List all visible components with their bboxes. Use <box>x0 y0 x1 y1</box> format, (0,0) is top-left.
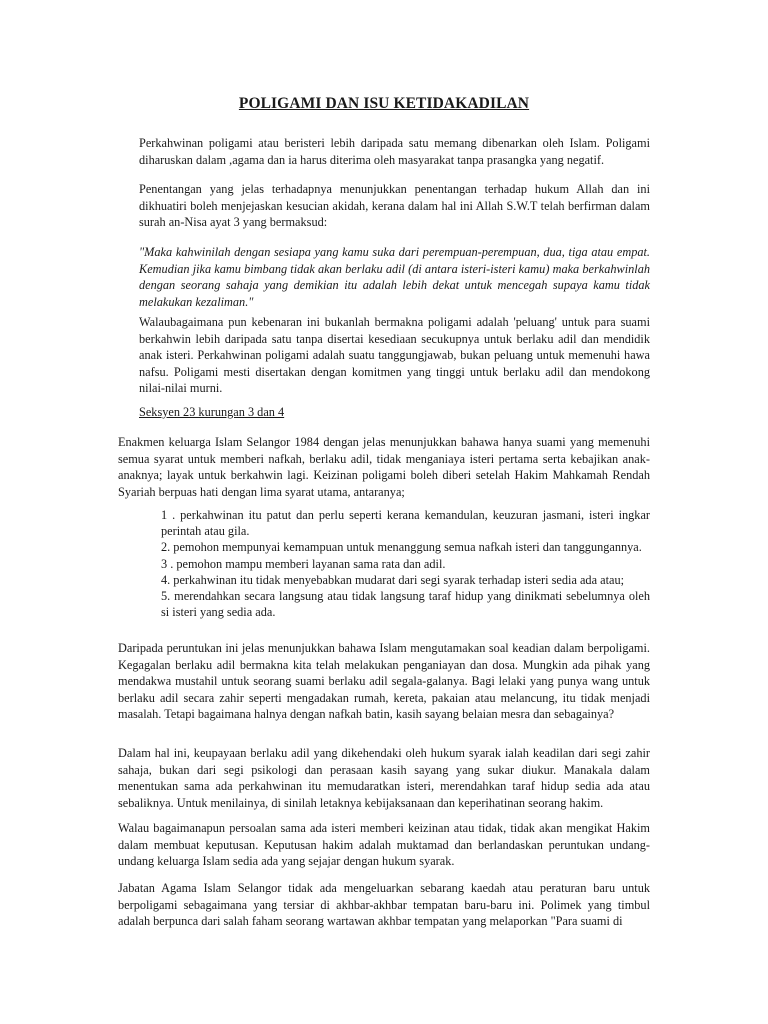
condition-item-2: 2. pemohon mempunyai kemampuan untuk menanggung semua nafkah isteri dan tanggungannya. <box>161 540 642 555</box>
quote-an-nisa: "Maka kahwinilah dengan sesiapa yang kamu suka dari perempuan-perempuan, dua, tiga atau empat. Kemudian jika kamu bimbang tidak akan berlaku adil (di antara isteri-isteri kamu) maka berkahwinlah dengan seorang sahaja yang demikian itu adalah lebih dekat untuk mencegah supaya kamu tidak melakukan kezaliman." <box>139 245 650 309</box>
condition-item-1: 1 . perkahwinan itu patut dan perlu seperti kerana kemandulan, keuzuran jasmani, isteri ingkar perintah atau gila. <box>161 508 650 539</box>
paragraph-justice: Daripada peruntukan ini jelas menunjukkan bahawa Islam mengutamakan soal keadian dalam berpoligami. Kegagalan berlaku adil bermakna kita telah melakukan penganiayan dan dosa. Mungkin ada pihak yang mendakwa mustahil untuk seorang suami berlaku adil segala-galanya. Bagi lelaki yang punya wang untuk berlaku adil secara zahir seperti mengadakan rumah, kereta, pakaian atau melancung, itu tidak menjadi masalah. Tetapi bagaimana halnya dengan nafkah batin, kasih sayang belaian mesra dan sebagainya? <box>118 641 650 721</box>
paragraph-enactment: Enakmen keluarga Islam Selangor 1984 dengan jelas menunjukkan bahawa hanya suami yang memenuhi semua syarat untuk memberi nafkah, berlaku adil, tidak menganiaya isteri pertama serta kebajikan anak-anaknya; layak untuk berkahwin lagi. Keizinan poligami boleh diberi setelah Hakim Mahkamah Rendah Syariah berpuas hati dengan lima syarat utama, antaranya; <box>118 435 650 499</box>
document-title: POLIGAMI DAN ISU KETIDAKADILAN <box>238 95 530 112</box>
paragraph-consent: Walau bagaimanapun persoalan sama ada isteri memberi keizinan atau tidak, tidak akan mengikat Hakim dalam membuat keputusan. Keputusan hakim adalah muktamad dan berlandaskan peruntukan undang-undang keluarga Islam sedia ada yang sejajar dengan hukum syarak. <box>118 821 650 868</box>
paragraph-ability: Dalam hal ini, keupayaan berlaku adil yang dikehendaki oleh hukum syarak ialah keadilan dari segi zahir sahaja, bukan dari segi psikologi dan perasaan kasih sayang yang sukar diukur. Manakala dalam menentukan sama ada perkahwinan itu memudaratkan isteri, merendahkan taraf hidup sedia ada atau sebaliknya. Untuk menilainya, di sinilah letaknya kebijaksanaan dan keperihatinan seorang hakim. <box>118 746 650 810</box>
paragraph-intro: Perkahwinan poligami atau beristeri lebih daripada satu memang dibenarkan oleh Islam. Poligami diharuskan dalam ,agama dan ia harus diterima oleh masyarakat tanpa prasangka yang negatif. <box>139 136 650 167</box>
section-heading: Seksyen 23 kurungan 3 dan 4 <box>139 405 285 419</box>
paragraph-opposition: Penentangan yang jelas terhadapnya menunjukkan penentangan terhadap hukum Allah dan ini dikhuatiri boleh menjejaskan kesucian akidah, kerana dalam hal ini Allah S.W.T telah berfirman dalam surah an-Nisa ayat 3 yang bermaksud: <box>139 182 650 229</box>
condition-item-5: 5. merendahkan secara langsung atau tidak langsung taraf hidup yang dinikmati sebelumnya oleh si isteri yang sedia ada. <box>161 589 650 620</box>
condition-item-3: 3 . pemohon mampu memberi layanan sama rata dan adil. <box>161 556 446 571</box>
conditions-list <box>161 507 650 620</box>
paragraph-responsibility: Walaubagaimana pun kebenaran ini bukanlah bermakna poligami adalah 'peluang' untuk para suami berkahwin lebih daripada satu tanpa disertai kesediaan secukupnya untuk berlaku adil dan mendidik anak isteri. Perkahwinan poligami adalah suatu tanggungjawab, bukan peluang untuk memenuhi hawa nafsu. Poligami mesti disertakan dengan komitmen yang tinggi untuk berlaku adil dan mendokong nilai-nilai murni. <box>139 315 650 395</box>
condition-item-4: 4. perkahwinan itu tidak menyebabkan mudarat dari segi syarak terhadap isteri sedia ada atau; <box>161 572 625 587</box>
paragraph-department: Jabatan Agama Islam Selangor tidak ada mengeluarkan sebarang kaedah atau peraturan baru untuk berpoligami sebagaimana yang tersiar di akhbar-akhbar tempatan baru-baru ini. Polimek yang timbul adalah berpunca dari salah faham seorang wartawan akhbar tempatan yang melaporkan "Para suami di <box>118 881 650 928</box>
